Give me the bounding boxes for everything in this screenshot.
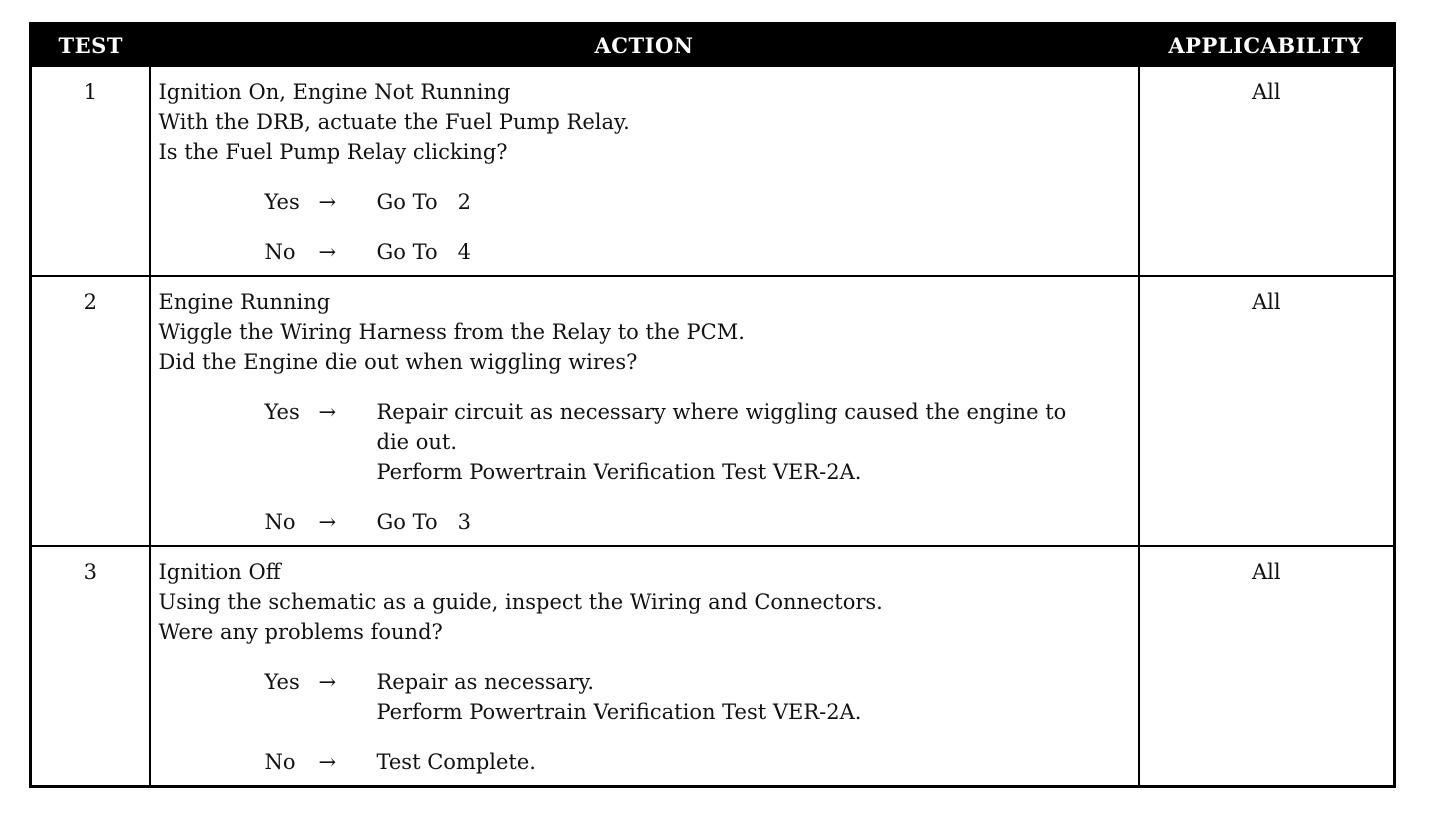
arrow-icon: → xyxy=(318,510,337,534)
action-line: Is the Fuel Pump Relay clicking? xyxy=(158,140,508,164)
goto-text: Go To xyxy=(376,240,438,264)
table-header-row xyxy=(31,24,1395,67)
action-cell xyxy=(150,66,1139,276)
result-line: Test Complete. xyxy=(376,750,536,774)
result-line: Perform Powertrain Verification Test VER-2A. xyxy=(376,700,862,724)
yes-label: Yes xyxy=(264,670,300,694)
table-row xyxy=(31,66,1395,276)
action-line: Were any problems found? xyxy=(158,620,443,644)
arrow-icon: → xyxy=(318,670,337,694)
no-branch xyxy=(265,507,1130,537)
applicability-value: All xyxy=(1139,276,1395,546)
yes-branch xyxy=(265,667,1130,727)
arrow-icon: → xyxy=(318,750,337,774)
arrow-icon: → xyxy=(318,400,337,424)
action-line: Ignition Off xyxy=(158,560,281,584)
result-line: Perform Powertrain Verification Test VER-2A. xyxy=(376,460,862,484)
no-branch xyxy=(265,747,1130,777)
goto-target: 2 xyxy=(457,190,471,214)
result-line: Repair as necessary. xyxy=(376,670,595,694)
goto-target: 4 xyxy=(457,240,471,264)
test-number: 2 xyxy=(31,276,150,546)
header-action: ACTION xyxy=(150,24,1139,67)
test-number: 3 xyxy=(31,546,150,787)
goto-text: Go To xyxy=(376,510,438,534)
goto-text: Go To xyxy=(376,190,438,214)
arrow-icon: → xyxy=(318,240,337,264)
yes-branch xyxy=(265,187,1130,217)
test-number: 1 xyxy=(31,66,150,276)
goto-target: 3 xyxy=(457,510,471,534)
action-line: Using the schematic as a guide, inspect the Wiring and Connectors. xyxy=(158,590,883,614)
header-test: TEST xyxy=(31,24,150,67)
diagnostic-test-table xyxy=(29,22,1396,788)
no-label: No xyxy=(264,240,296,264)
yes-label: Yes xyxy=(264,190,300,214)
no-label: No xyxy=(264,750,296,774)
result-line: die out. xyxy=(376,430,458,454)
arrow-icon: → xyxy=(318,190,337,214)
yes-branch xyxy=(265,397,1130,487)
action-line: Wiggle the Wiring Harness from the Relay to the PCM. xyxy=(158,320,745,344)
action-line: Did the Engine die out when wiggling wires? xyxy=(158,350,638,374)
action-line: Ignition On, Engine Not Running xyxy=(158,80,511,104)
result-line: Repair circuit as necessary where wiggling caused the engine to xyxy=(376,400,1067,424)
header-applicability: APPLICABILITY xyxy=(1139,24,1395,67)
applicability-value: All xyxy=(1139,66,1395,276)
action-line: With the DRB, actuate the Fuel Pump Relay. xyxy=(158,110,630,134)
table-row xyxy=(31,276,1395,546)
action-line: Engine Running xyxy=(158,290,331,314)
no-branch xyxy=(265,237,1130,267)
no-label: No xyxy=(264,510,296,534)
applicability-value: All xyxy=(1139,546,1395,787)
table-row xyxy=(31,546,1395,787)
action-cell xyxy=(150,276,1139,546)
yes-label: Yes xyxy=(264,400,300,424)
action-cell xyxy=(150,546,1139,787)
